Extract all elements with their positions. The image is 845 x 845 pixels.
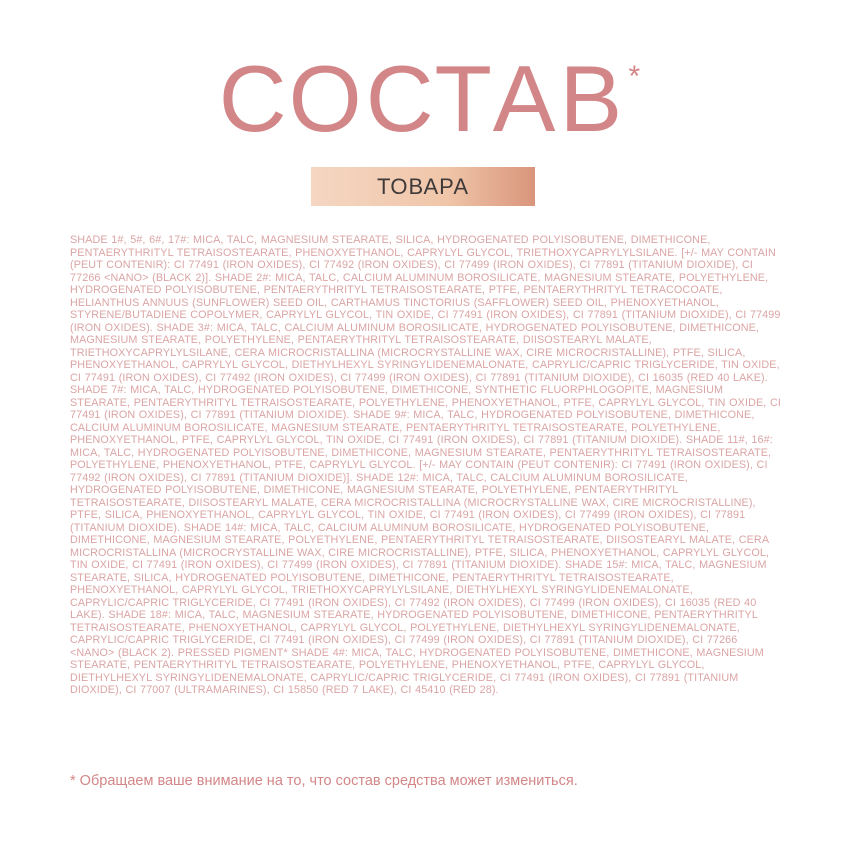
- title-asterisk: *: [628, 60, 645, 93]
- ingredients-list: SHADE 1#, 5#, 6#, 17#: MICA, TALC, MAGNESIUM STEARATE, SILICA, HYDROGENATED POLYISOBUTENE, DIMETHICONE, PENTAERYTHRITYL TETRAISOSTEARATE, PHENOXYETHANOL, CAPRYLYL GLYCOL, TRIETHOXYCAPRYLYLSILANE. [+/- MAY CONTAIN (PEUT CONTENIR): CI 77491 (IRON OXIDES), CI 77492 (IRON OXIDES), CI 77499 (IRON OXIDES), CI 77891 (TITANIUM DIOXIDE), CI 77266 <NANO> (BLACK 2)]. SHADE 2#: MICA, TALC, CALCIUM ALUMINUM BOROSILICATE, MAGNESIUM STEARATE, POLYETHYLENE, HYDROGENATED POLYISOBUTENE, PENTAERYTHRITYL TETRAISOSTEARATE, PTFE, PENTAERYTHRITYL TETRACOCOATE, HELIANTHUS ANNUUS (SUNFLOWER) SEED OIL, CARTHAMUS TINCTORIUS (SAFFLOWER) SEED OIL, PHENOXYETHANOL, STYRENE/BUTADIENE COPOLYMER, CAPRYLYL GLYCOL, TIN OXIDE, CI 77491 (IRON OXIDES), CI 77891 (TITANIUM DIOXIDE), CI 77499 (IRON OXIDES). SHADE 3#: MICA, TALC, CALCIUM ALUMINUM BOROSILICATE, HYDROGENATED POLYISOBUTENE, DIMETHICONE, MAGNESIUM STEARATE, POLYETHYLENE, PENTAERYTHRITYL TETRAISOSTEARATE, DIISOSTEARYL MALATE, TRIETHOXYCAPRYLYLSILANE, CERA MICROCRISTALLINA (MICROCRYSTALLINE WAX, CIRE MICROCRISTALLINE), PTFE, SILICA, PHENOXYETHANOL, CAPRYLYL GLYCOL, DIETHYLHEXYL SYRINGYLIDENEMALONATE, CAPRYLIC/CAPRIC TRIGLYCERIDE, TIN OXIDE, CI 77491 (IRON OXIDES), CI 77492 (IRON OXIDES), CI 77499 (IRON OXIDES), CI 77891 (TITANIUM DIOXIDE), CI 16035 (RED 40 LAKE). SHADE 7#: MICA, TALC, HYDROGENATED POLYISOBUTENE, DIMETHICONE, SYNTHETIC FLUORPHLOGOPITE, MAGNESIUM STEARATE, PENTAERYTHRITYL TETRAISOSTEARATE, POLYETHYLENE, PHENOXYETHANOL, PTFE, CAPRYLYL GLYCOL, TIN OXIDE, CI 77491 (IRON OXIDES), CI 77891 (TITANIUM DIOXIDE). SHADE 9#: MICA, TALC, HYDROGENATED POLYISOBUTENE, DIMETHICONE, CALCIUM ALUMINUM BOROSILICATE, MAGNESIUM STEARATE, PENTAERYTHRITYL TETRAISOSTEARATE, POLYETHYLENE, PHENOXYETHANOL, PTFE, CAPRYLYL GLYCOL, TIN OXIDE, CI 77491 (IRON OXIDES), CI 77891 (TITANIUM DIOXIDE). SHADE 11#, 16#: MICA, TALC, HYDROGENATED POLYISOBUTENE, DIMETHICONE, MAGNESIUM STEARATE, PENTAERYTHRITYL TETRAISOSTEARATE, POLYETHYLENE, PHENOXYETHANOL, PTFE, CAPRYLYL GLYCOL. [+/- MAY CONTAIN (PEUT CONTENIR): CI 77491 (IRON OXIDES), CI 77492 (IRON OXIDES), CI 77891 (TITANIUM DIOXIDE)]. SHADE 12#: MICA, TALC, CALCIUM ALUMINUM BOROSILICATE, HYDROGENATED POLYISOBUTENE, DIMETHICONE, MAGNESIUM STEARATE, POLYETHYLENE, PENTAERYTHRITYL TETRAISOSTEARATE, DIISOSTEARYL MALATE, CERA MICROCRISTALLINA (MICROCRYSTALLINE WAX, CIRE MICROCRISTALLINE), PTFE, SILICA, PHENOXYETHANOL, CAPRYLYL GLYCOL, TIN OXIDE, CI 77491 (IRON OXIDES), CI 77499 (IRON OXIDES), CI 77891 (TITANIUM DIOXIDE). SHADE 14#: MICA, TALC, CALCIUM ALUMINUM BOROSILICATE, HYDROGENATED POLYISOBUTENE, DIMETHICONE, MAGNESIUM STEARATE, POLYETHYLENE, PENTAERYTHRITYL TETRAISOSTEARATE, DIISOSTEARYL MALATE, CERA MICROCRISTALLINA (MICROCRYSTALLINE WAX, CIRE MICROCRISTALLINE), PTFE, SILICA, PHENOXYETHANOL, CAPRYLYL GLYCOL, TIN OXIDE, CI 77491 (IRON OXIDES), CI 77499 (IRON OXIDES), CI 77891 (TITANIUM DIOXIDE). SHADE 15#: MICA, TALC, MAGNESIUM STEARATE, SILICA, HYDROGENATED POLYISOBUTENE, DIMETHICONE, PENTAERYTHRITYL TETRAISOSTEARATE, PHENOXYETHANOL, CAPRYLYL GLYCOL, TRIETHOXYCAPRYLYLSILANE, DIETHYLHEXYL SYRINGYLIDENEMALONATE, CAPRYLIC/CAPRIC TRIGLYCERIDE, CI 77491 (IRON OXIDES), CI 77492 (IRON OXIDES), CI 77499 (IRON OXIDES), CI 16035 (RED 40 LAKE). SHADE 18#: MICA, TALC, MAGNESIUM STEARATE, HYDROGENATED POLYISOBUTENE, DIMETHICONE, PENTAERYTHRITYL TETRAISOSTEARATE, PHENOXYETHANOL, CAPRYLYL GLYCOL, POLYETHYLENE, DIETHYLHEXYL SYRINGYLIDENEMALONATE, CAPRYLIC/CAPRIC TRIGLYCERIDE, CI 77491 (IRON OXIDES), CI 77499 (IRON OXIDES), CI 77891 (TITANIUM DIOXIDE), CI 77266 <NANO> (BLACK 2). PRESSED PIGMENT* SHADE 4#: MICA, TALC, HYDROGENATED POLYISOBUTENE, DIMETHICONE, MAGNESIUM STEARATE, PENTAERYTHRITYL TETRAISOSTEARATE, POLYETHYLENE, PHENOXYETHANOL, PTFE, CAPRYLYL GLYCOL, DIETHYLHEXYL SYRINGYLIDENEMALONATE, CAPRYLIC/CAPRIC TRIGLYCERIDE, CI 77491 (IRON OXIDES), CI 77891 (TITANIUM DIOXIDE), CI 77007 (ULTRAMARINES), CI 15850 (RED 7 LAKE), CI 45410 (RED 28).: [70, 234, 781, 696]
- subtitle-badge: [311, 167, 535, 206]
- footnote: * Обращаем ваше внимание на то, что состав средства может измениться.: [70, 773, 578, 789]
- subtitle-text: ТОВАРА: [376, 173, 470, 199]
- page-title: [218, 46, 645, 151]
- page-title-text: СОСТАВ: [218, 46, 627, 151]
- header: [0, 46, 845, 151]
